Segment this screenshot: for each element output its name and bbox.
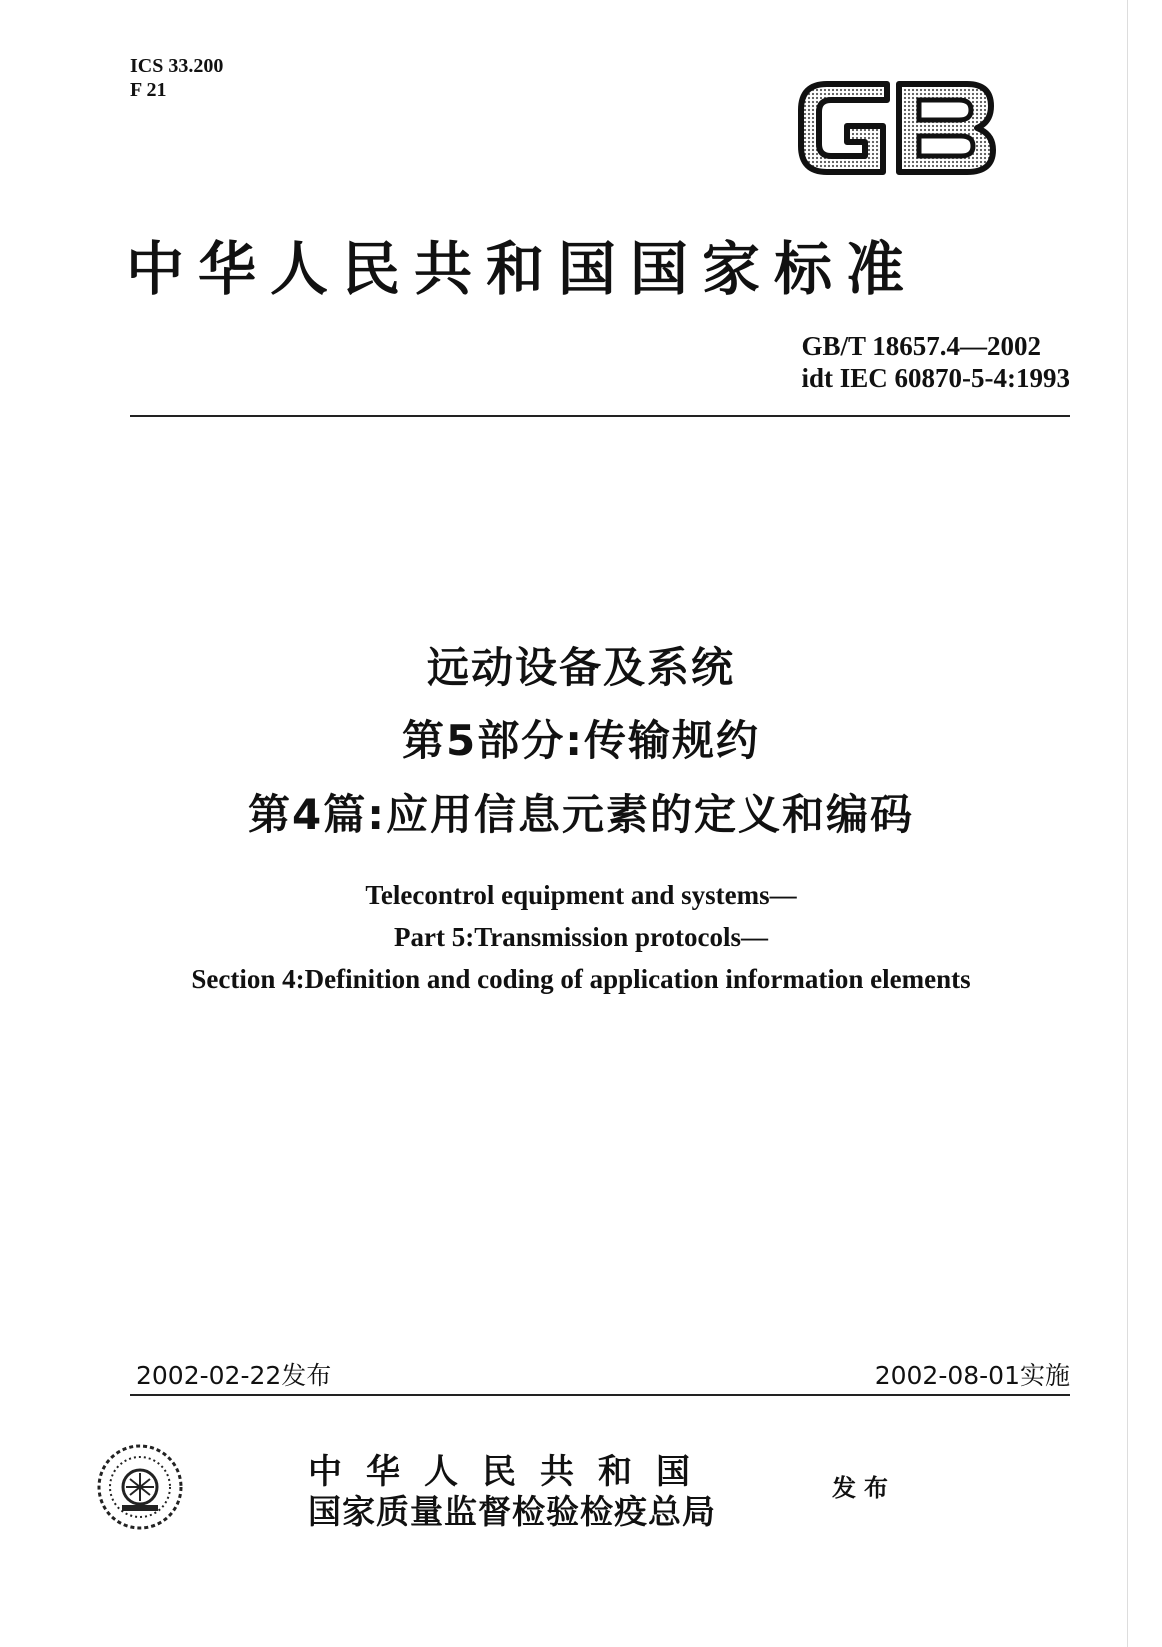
- gb-logo: [795, 72, 1000, 184]
- gb-logo-letters: [801, 84, 993, 172]
- issuer-line-1: 中华人民共和国: [308, 1452, 714, 1492]
- english-title-line-1: Telecontrol equipment and systems—: [365, 880, 797, 910]
- release-label: 发布: [832, 1473, 896, 1502]
- bottom-divider: [130, 1394, 1070, 1396]
- english-title-line-3: Section 4:Definition and coding of application information elements: [191, 964, 971, 994]
- english-title-line-2: Part 5:Transmission protocols—: [394, 922, 768, 952]
- chinese-title-line-2: 第5部分:传输规约: [401, 716, 761, 765]
- standard-number: GB/T 18657.4—2002: [801, 331, 1042, 361]
- ics-code: ICS 33.200: [130, 55, 224, 77]
- ccs-code: F 21: [130, 79, 167, 101]
- issue-date: 2002-02-22发布: [136, 1361, 332, 1390]
- standard-number-block: [802, 330, 1071, 394]
- top-divider: [130, 415, 1070, 417]
- national-standard-title: 中华人民共和国国家标准: [126, 235, 919, 303]
- classification-codes: [130, 54, 223, 102]
- implementation-date: 2002-08-01实施: [874, 1361, 1070, 1390]
- equivalent-standard: idt IEC 60870-5-4:1993: [801, 363, 1070, 393]
- chinese-title-line-1: 远动设备及系统: [426, 643, 735, 692]
- chinese-title-line-3: 第4篇:应用信息元素的定义和编码: [247, 790, 915, 839]
- issuer-seal-icon: [96, 1443, 184, 1531]
- issuer-line-2: 国家质量监督检验检疫总局: [308, 1492, 716, 1531]
